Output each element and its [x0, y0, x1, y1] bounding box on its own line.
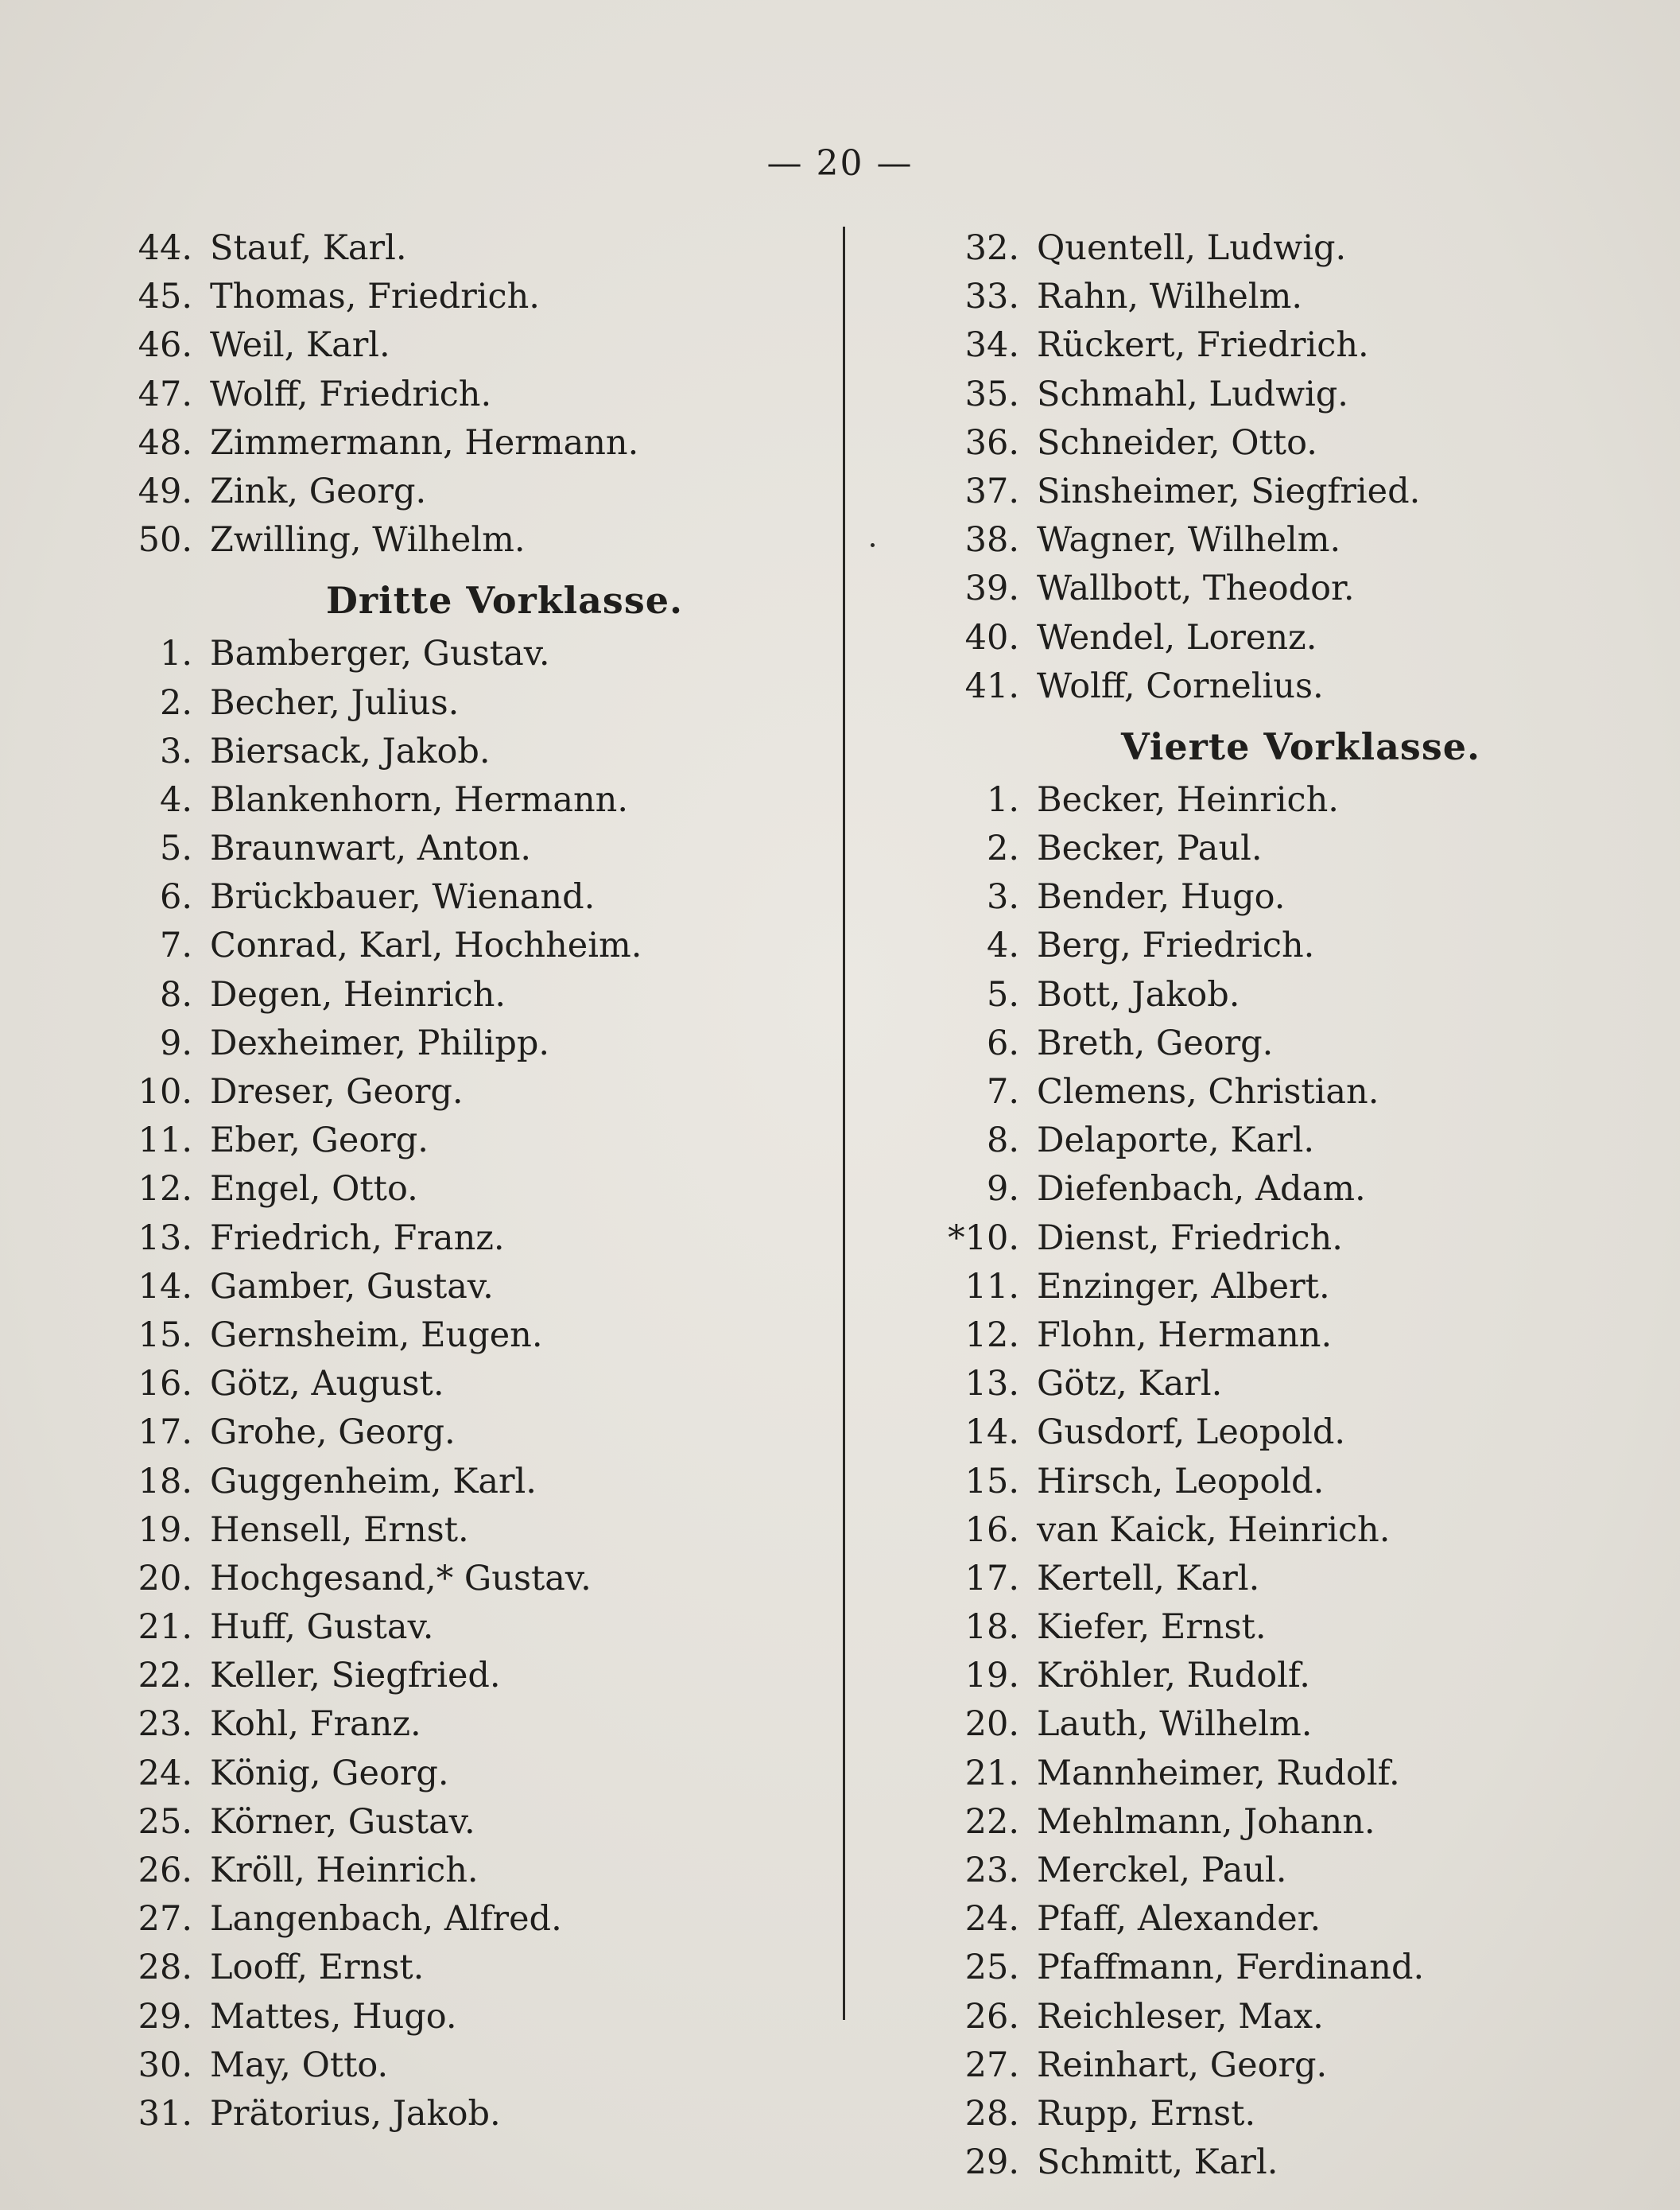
entry-number: 27. [138, 1899, 192, 1940]
list-item [930, 1652, 1614, 1700]
list-item [930, 1408, 1614, 1457]
list-item [930, 1020, 1614, 1068]
entry-name: Zimmermann, Hermann. [210, 422, 639, 463]
entry-name: Hochgesand,* Gustav. [210, 1558, 592, 1598]
list-item [119, 1895, 803, 1944]
entry-name: Wolff, Friedrich. [210, 374, 492, 414]
entry-name: Weil, Karl. [210, 325, 390, 366]
entry-number: 21. [138, 1607, 192, 1648]
entry-name: Keller, Siegfried. [210, 1656, 501, 1696]
list-item [930, 776, 1614, 825]
entry-name: Zwilling, Wilhelm. [210, 520, 526, 561]
entry-name: Brückbauer, Wienand. [210, 877, 596, 918]
section-heading-vierte-vorklasse: Vierte Vorklasse. [1121, 724, 1481, 768]
entry-name: Wallbott, Theodor. [1037, 569, 1355, 609]
list-item [119, 273, 803, 321]
entry-number: 25. [138, 1801, 192, 1842]
list-item [119, 1408, 803, 1457]
entry-name: Körner, Gustav. [210, 1801, 475, 1842]
entry-number: 31. [138, 2093, 192, 2134]
entry-number: 3. [159, 731, 192, 771]
entry-name: Prätorius, Jakob. [210, 2093, 501, 2134]
entry-name: Pfaffmann, Ferdinand. [1037, 1948, 1425, 1988]
entry-name: Flohn, Hermann. [1037, 1315, 1333, 1355]
list-item [119, 728, 803, 776]
list-item [119, 679, 803, 728]
entry-name: Reinhart, Georg. [1037, 2045, 1328, 2085]
entry-name: Huff, Gustav. [210, 1607, 434, 1648]
entry-name: Kröhler, Rudolf. [1037, 1656, 1310, 1696]
entry-number: 35. [964, 374, 1019, 414]
entry-name: van Kaick, Heinrich. [1037, 1509, 1391, 1550]
entry-name: Eber, Georg. [210, 1121, 429, 1161]
list-item [930, 825, 1614, 873]
list-item [119, 1750, 803, 1798]
list-item [119, 825, 803, 873]
entry-number: 18. [964, 1607, 1019, 1648]
entry-number: 46. [138, 325, 192, 366]
entry-number: 28. [138, 1948, 192, 1988]
entry-name: Dexheimer, Philipp. [210, 1023, 550, 1063]
left-column [119, 224, 803, 2138]
entry-number: 29. [138, 1996, 192, 2037]
entry-name: Kiefer, Ernst. [1037, 1607, 1267, 1648]
entry-number: 1. [159, 634, 192, 674]
entry-number: 19. [138, 1509, 192, 1550]
list-item [119, 1506, 803, 1555]
entry-number: 45. [138, 277, 192, 317]
list-item [119, 2041, 803, 2090]
entry-number: 21. [964, 1753, 1019, 1793]
entry-number: *10. [948, 1218, 1019, 1258]
entry-name: Diefenbach, Adam. [1037, 1169, 1366, 1210]
entry-name: Conrad, Karl, Hochheim. [210, 926, 642, 966]
list-item [119, 1603, 803, 1652]
list-item [930, 321, 1614, 370]
entry-number: 17. [964, 1558, 1019, 1598]
entry-number: 15. [138, 1315, 192, 1355]
list-item [930, 1165, 1614, 1214]
list-item [119, 922, 803, 970]
entry-number: 6. [986, 1023, 1019, 1063]
list-item [930, 873, 1614, 922]
right-column [930, 224, 1614, 2187]
entry-name: Stauf, Karl. [210, 228, 407, 268]
entry-number: 24. [964, 1899, 1019, 1940]
list-item [930, 1506, 1614, 1555]
list-item [119, 1652, 803, 1700]
list-item [930, 1700, 1614, 1749]
entry-name: Gusdorf, Leopold. [1037, 1412, 1346, 1453]
entry-name: Mattes, Hugo. [210, 1996, 457, 2037]
entry-number: 50. [138, 520, 192, 561]
entry-name: Langenbach, Alfred. [210, 1899, 562, 1940]
entry-name: Kröll, Heinrich. [210, 1851, 479, 1890]
list-item [930, 662, 1614, 711]
entry-name: Reichleser, Max. [1037, 1996, 1324, 2037]
list-item [930, 1944, 1614, 1992]
entry-name: Sinsheimer, Siegfried. [1037, 471, 1421, 511]
entry-number: 20. [964, 1704, 1019, 1745]
entry-number: 2. [986, 829, 1019, 869]
entry-number: 37. [964, 471, 1019, 511]
list-item [119, 1263, 803, 1311]
entry-number: 3. [986, 877, 1019, 918]
entry-number: 32. [964, 228, 1019, 268]
list-item [119, 1458, 803, 1506]
entry-name: Lauth, Wilhelm. [1037, 1704, 1313, 1745]
entry-name: Merckel, Paul. [1037, 1851, 1287, 1890]
entry-name: Degen, Heinrich. [210, 974, 506, 1015]
entry-name: Schneider, Otto. [1037, 422, 1317, 463]
list-item [930, 1555, 1614, 1603]
entry-name: Zink, Georg. [210, 471, 427, 511]
list-item [930, 273, 1614, 321]
entry-name: Blankenhorn, Hermann. [210, 779, 629, 820]
entry-name: Mannheimer, Rudolf. [1037, 1753, 1400, 1793]
entry-name: Rupp, Ernst. [1037, 2093, 1256, 2134]
list-item [119, 321, 803, 370]
list-item [930, 468, 1614, 516]
list-item [119, 1311, 803, 1360]
entry-number: 8. [986, 1121, 1019, 1161]
entry-number: 27. [964, 2045, 1019, 2085]
entry-name: Götz, August. [210, 1364, 444, 1404]
list-item [930, 1847, 1614, 1895]
entry-name: Friedrich, Franz. [210, 1218, 505, 1258]
entry-name: Becker, Heinrich. [1037, 779, 1339, 820]
entry-number: 1. [986, 779, 1019, 820]
entry-name: Gernsheim, Eugen. [210, 1315, 543, 1355]
entry-name: May, Otto. [210, 2045, 389, 2085]
entry-number: 6. [159, 877, 192, 918]
entry-name: Becher, Julius. [210, 682, 460, 723]
list-item [930, 565, 1614, 613]
entry-name: Engel, Otto. [210, 1169, 418, 1210]
entry-number: 22. [138, 1656, 192, 1696]
entry-name: Biersack, Jakob. [210, 731, 491, 771]
entry-number: 12. [138, 1169, 192, 1210]
entry-name: Schmitt, Karl. [1037, 2142, 1278, 2183]
list-item [119, 1214, 803, 1263]
entry-name: Hensell, Ernst. [210, 1509, 469, 1550]
list-item [930, 1895, 1614, 1944]
entry-name: Schmahl, Ludwig. [1037, 374, 1348, 414]
entry-number: 24. [138, 1753, 192, 1793]
list-item [119, 419, 803, 468]
entry-number: 5. [159, 829, 192, 869]
list-item [119, 1360, 803, 1408]
entry-number: 4. [159, 779, 192, 820]
list-item [119, 1700, 803, 1749]
list-item [930, 2138, 1614, 2187]
list-item [930, 1311, 1614, 1360]
entry-number: 23. [138, 1704, 192, 1745]
entry-number: 29. [964, 2142, 1019, 2183]
list-item [119, 1993, 803, 2041]
list-item [119, 1020, 803, 1068]
list-item [930, 614, 1614, 662]
list-item [930, 971, 1614, 1020]
entry-name: Bamberger, Gustav. [210, 634, 550, 674]
list-item [930, 1750, 1614, 1798]
entry-number: 40. [964, 617, 1019, 658]
entry-name: Wendel, Lorenz. [1037, 617, 1317, 658]
entry-name: Guggenheim, Karl. [210, 1461, 537, 1501]
entry-number: 28. [964, 2093, 1019, 2134]
entry-number: 19. [964, 1656, 1019, 1696]
list-item [930, 1993, 1614, 2041]
list-item [119, 1068, 803, 1117]
entry-number: 14. [138, 1266, 192, 1307]
list-item [119, 224, 803, 273]
list-item [930, 1798, 1614, 1847]
list-item [119, 1847, 803, 1895]
entry-number: 9. [159, 1023, 192, 1063]
entry-number: 15. [964, 1461, 1019, 1501]
entry-number: 10. [138, 1072, 192, 1112]
ink-dot [871, 543, 875, 547]
page-number: — 20 — [766, 143, 914, 184]
entry-name: Götz, Karl. [1037, 1364, 1223, 1404]
entry-name: Gamber, Gustav. [210, 1266, 494, 1307]
entry-number: 22. [964, 1801, 1019, 1842]
entry-name: Delaporte, Karl. [1037, 1121, 1315, 1161]
list-item [119, 630, 803, 678]
list-item [119, 371, 803, 419]
entry-name: Dreser, Georg. [210, 1072, 464, 1112]
entry-name: Becker, Paul. [1037, 829, 1263, 869]
list-item [930, 2090, 1614, 2138]
entry-name: Kohl, Franz. [210, 1704, 421, 1745]
list-item [930, 2041, 1614, 2090]
entry-name: Pfaff, Alexander. [1037, 1899, 1321, 1940]
entry-number: 18. [138, 1461, 192, 1501]
list-item [930, 371, 1614, 419]
entry-number: 12. [964, 1315, 1019, 1355]
list-item [930, 922, 1614, 970]
entry-number: 23. [964, 1851, 1019, 1890]
entry-number: 33. [964, 277, 1019, 317]
list-item [119, 776, 803, 825]
entry-name: Enzinger, Albert. [1037, 1266, 1330, 1307]
entry-name: Looff, Ernst. [210, 1948, 425, 1988]
entry-name: Thomas, Friedrich. [210, 277, 540, 317]
entry-number: 30. [138, 2045, 192, 2085]
entry-name: Mehlmann, Johann. [1037, 1801, 1375, 1842]
list-item [119, 1944, 803, 1992]
entry-number: 16. [964, 1509, 1019, 1550]
entry-number: 47. [138, 374, 192, 414]
entry-number: 8. [159, 974, 192, 1015]
list-item [119, 468, 803, 516]
section-heading-dritte-vorklasse: Dritte Vorklasse. [326, 579, 683, 623]
entry-number: 7. [986, 1072, 1019, 1112]
right-section-list [930, 776, 1614, 2187]
entry-number: 4. [986, 926, 1019, 966]
left-section-list [119, 630, 803, 2138]
entry-number: 13. [138, 1218, 192, 1258]
entry-number: 5. [986, 974, 1019, 1015]
list-item [119, 873, 803, 922]
entry-name: Rückert, Friedrich. [1037, 325, 1369, 366]
list-item [119, 2090, 803, 2138]
left-top-list [119, 224, 803, 565]
entry-number: 14. [964, 1412, 1019, 1453]
entry-number: 13. [964, 1364, 1019, 1404]
entry-number: 25. [964, 1948, 1019, 1988]
entry-number: 41. [964, 666, 1019, 706]
entry-number: 16. [138, 1364, 192, 1404]
entry-number: 26. [138, 1851, 192, 1890]
entry-number: 17. [138, 1412, 192, 1453]
entry-name: Clemens, Christian. [1037, 1072, 1379, 1112]
list-item [119, 1165, 803, 1214]
entry-name: Hirsch, Leopold. [1037, 1461, 1325, 1501]
entry-name: Breth, Georg. [1037, 1023, 1274, 1063]
list-item [930, 1360, 1614, 1408]
list-item [930, 224, 1614, 273]
entry-number: 39. [964, 569, 1019, 609]
entry-number: 49. [138, 471, 192, 511]
list-item [930, 1458, 1614, 1506]
list-item [119, 1798, 803, 1847]
list-item [119, 1117, 803, 1165]
entry-number: 38. [964, 520, 1019, 561]
list-item [930, 1117, 1614, 1165]
entry-name: Kertell, Karl. [1037, 1558, 1260, 1598]
entry-number: 20. [138, 1558, 192, 1598]
entry-name: Quentell, Ludwig. [1037, 228, 1347, 268]
entry-name: Dienst, Friedrich. [1037, 1218, 1343, 1258]
list-item [930, 1214, 1614, 1263]
list-item [930, 1603, 1614, 1652]
right-top-list [930, 224, 1614, 711]
entry-number: 7. [159, 926, 192, 966]
list-item [930, 516, 1614, 565]
entry-number: 11. [964, 1266, 1019, 1307]
entry-number: 2. [159, 682, 192, 723]
list-item [119, 971, 803, 1020]
entry-name: Braunwart, Anton. [210, 829, 532, 869]
list-item [930, 1068, 1614, 1117]
entry-name: Wagner, Wilhelm. [1037, 520, 1341, 561]
entry-number: 34. [964, 325, 1019, 366]
entry-number: 9. [986, 1169, 1019, 1210]
entry-name: König, Georg. [210, 1753, 449, 1793]
entry-number: 48. [138, 422, 192, 463]
entry-name: Rahn, Wilhelm. [1037, 277, 1303, 317]
list-item [930, 419, 1614, 468]
entry-name: Wolff, Cornelius. [1037, 666, 1324, 706]
list-item [119, 1555, 803, 1603]
entry-number: 44. [138, 228, 192, 268]
column-divider [843, 227, 845, 2020]
entry-number: 11. [138, 1121, 192, 1161]
entry-name: Bender, Hugo. [1037, 877, 1286, 918]
list-item [930, 1263, 1614, 1311]
entry-number: 36. [964, 422, 1019, 463]
entry-name: Grohe, Georg. [210, 1412, 456, 1453]
entry-name: Berg, Friedrich. [1037, 926, 1315, 966]
list-item [119, 516, 803, 565]
entry-name: Bott, Jakob. [1037, 974, 1240, 1015]
entry-number: 26. [964, 1996, 1019, 2037]
